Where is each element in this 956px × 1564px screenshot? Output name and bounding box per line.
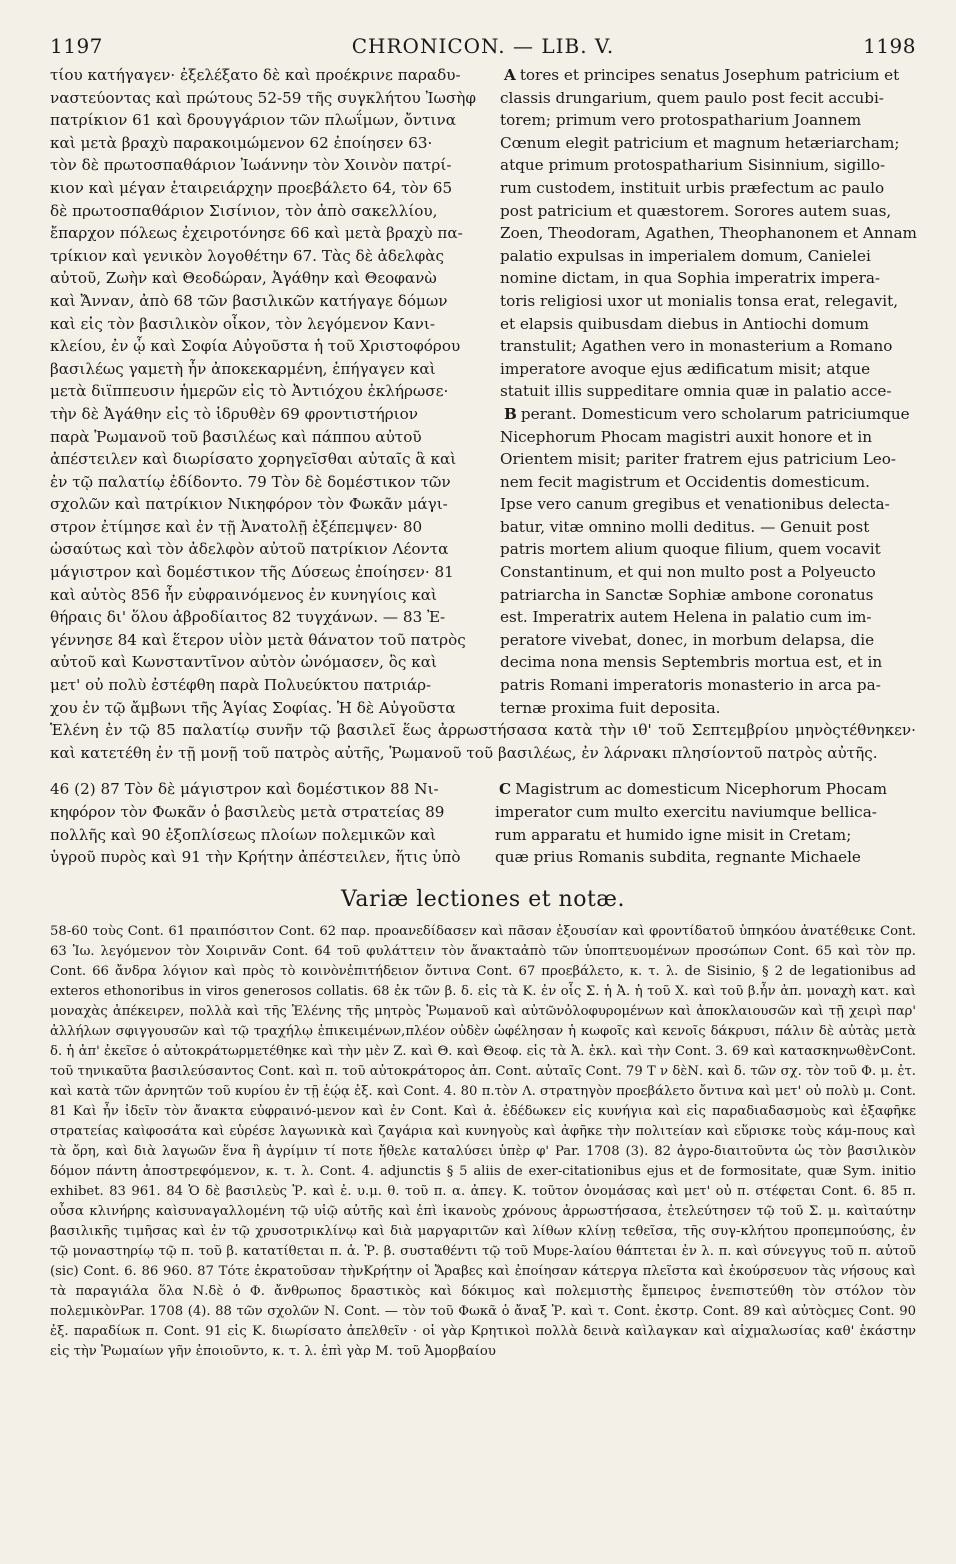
latin-text-line: torem; primum vero protospatharium Joannem <box>500 111 862 130</box>
greek-text-line: καὶ μετὰ βραχὺ παρακοιμώμενον 62 ἐποίησεν 63· <box>50 133 433 152</box>
latin-text-line: Nicephorum Phocam magistri auxit honore et in <box>500 427 873 446</box>
greek-text-line: δὲ πρωτοσπαθάριον Σισίνιον, τὸν ἀπὸ σακελλίου, <box>50 201 438 220</box>
greek-text-line: ὡσαύτως καὶ τὸν ἀδελφὸν αὐτοῦ πατρίκιον Λέοντα <box>50 540 449 559</box>
greek-column-1 <box>50 64 476 719</box>
full-width-line: τέθνηκεν· καὶ κατετέθη ἐν τῇ μονῇ τοῦ πατρὸς αὐτῆς, Ῥωμανοῦ τοῦ βασιλέως, ἐν λάρνακι πλησίον <box>50 721 916 762</box>
full-width-line: Ἑλένη ἐν τῷ 85 παλατίῳ συνῆν τῷ βασιλεῖ ἕως ἀρρωστήσασα κατὰ τὴν ιθ' τοῦ Σεπτεμβρίου μηνὸς <box>50 721 841 740</box>
greek-text-line: ναστεύοντας καὶ πρώτους 52-59 τῆς συγκλήτου Ἰωσὴφ <box>50 88 477 107</box>
margin-marker-a: A <box>504 66 516 84</box>
full-width-greek <box>50 719 916 764</box>
greek-text-line: βασιλέως γαμετὴ ἦν ἀποκεκαρμένη, ἐπήγαγεν καὶ <box>50 359 436 378</box>
greek-text-line: μετ' οὐ πολὺ ἐστέφθη παρὰ Πολυεύκτου πατριάρ- <box>50 676 432 695</box>
note-line: κλήτου προπεμπούσης, ἐν τῷ μοναστηρίῳ τῷ π. τοῦ β. κατατίθεται π. ἀ. Ῥ. β. συσταθέντι τῷ τοῦ Μυρε- <box>50 1223 917 1259</box>
note-line: πλέον οὐδὲν ὠφέλησαν ἡ κωφοῖς καὶ κενοῖς δάκρυσι, πάλιν δὲ αὐτὰς μετὰ δ. ἡ ἀπ' ἐκεῖσε ὁ αὐτοκράτωρ <box>50 1023 917 1059</box>
latin-text-line: patriarcha in Sanctæ Sophiæ ambone coronatus <box>500 585 874 604</box>
greek-text-line: κλείου, ἐν ᾧ καὶ Σοφία Αὐγοῦστα ἡ τοῦ Χριστοφόρου <box>50 337 461 356</box>
notes-section <box>50 922 916 1362</box>
note-line: μ. θ. τοῦ π. α. ἀπεγ. Κ. τοῦτον ὀνομάσας καὶ μετ' οὐ π. στέφεται Cont. 6. 85 π. οὖσα κλινήρης καὶ <box>50 1183 916 1219</box>
block1-columns <box>50 64 916 719</box>
latin-text-line: imperator cum multo exercitu naviumque bellica- <box>495 803 877 821</box>
latin-text-line: quæ prius Romanis subdita, regnante Michaele <box>495 848 861 867</box>
latin-text-line: et elapsis quibusdam diebus in Antiochi domum <box>500 314 869 333</box>
latin-text-line: post patricium et quæstorem. Sorores autem suas, <box>500 201 892 220</box>
greek-text-line: κιον καὶ μέγαν ἑταιρειάρχην προεβάλετο 64, τὸν 65 <box>50 178 453 197</box>
greek-text-line: γέννησε 84 καὶ ἕτερον υἱὸν μετὰ θάνατον τοῦ πατρὸς <box>50 630 466 649</box>
greek-text-line: τίου κατήγαγεν· ἐξελέξατο δὲ καὶ προέκρινε παραδυ- <box>50 66 461 84</box>
latin-text-line: Cœnum elegit patricium et magnum hetæriarcham; <box>500 133 900 152</box>
greek-text-line: θήραις δι' ὅλου ἀβροδίαιτος 82 τυγχάνων. — 83 Ἐ- <box>50 608 446 627</box>
greek-text-line: κηφόρον τὸν Φωκᾶν ὁ βασιλεὺς μετὰ στρατείας 89 <box>50 803 445 821</box>
note-line: Cont. τοῦ τηνικαῦτα βασιλεύσαντος Cont. καὶ π. τοῦ αὐτοκράτορος ἀπ. Cont. αὐταῖς Cont. 79 Τ ν δὲ <box>50 1043 916 1079</box>
latin-text-line: statuit illis suppeditare omnia quæ in palatio acce- <box>500 382 892 401</box>
greek-text-line: αὐτοῦ καὶ Κωνσταντῖνον αὐτὸν ὠνόμασεν, ὃς καὶ <box>50 653 437 672</box>
note-line: λαίου θάπτεται ἐν λ. π. καὶ σύνεγγυς τοῦ π. αὐτοῦ (sic) Cont. 6. 86 960. 87 Τότε ἐκρατοῦσαν τὴν <box>50 1243 916 1279</box>
greek-text-line: καὶ εἰς τὸν βασιλικὸν οἶκον, τὸν λεγόμενον Κανι- <box>50 314 435 333</box>
left-page-number: 1197 <box>50 34 103 58</box>
greek-text-line: τὴν δὲ Ἀγάθην εἰς τὸ ἱδρυθὲν 69 φροντιστήριον <box>50 404 419 423</box>
latin-text-line: Ipse vero canum gregibus et venationibus delecta- <box>500 495 890 514</box>
notes-title: Variæ lectiones et notæ. <box>341 886 625 912</box>
greek-text-line: τὸν δὲ πρωτοσπαθάριον Ἰωάννην τὸν Χοινὸν πατρί- <box>50 156 452 175</box>
greek-text-line: καὶ Ἄνναν, ἀπὸ 68 τῶν βασιλικῶν κατήγαγε δόμων <box>50 291 448 310</box>
right-page-number: 1198 <box>863 34 916 58</box>
note-line: ὀλοφυρομένων καὶ ἀποκλαιουσῶν καὶ τῇ χειρὶ παρ' ἀλλήλων σφιγγουσῶν καὶ τῷ τραχήλῳ ἐπικειμένων, <box>50 1003 916 1039</box>
block2-columns <box>50 778 916 868</box>
running-title: CHRONICON. — LIB. V. <box>351 34 615 58</box>
note-line: ἀπὸ τῶν ὑποπτευομένων προσώπων Cont. 65 καὶ τὸν πρ. Cont. 66 ἄνδρα λόγιον καὶ πρὸς τὸ κοινὸν <box>50 943 916 979</box>
latin-text-line: Zoen, Theodoram, Agathen, Theophanonem et Annam <box>500 224 917 243</box>
greek-column-2 <box>50 778 471 868</box>
note-line: μετέθηκε καὶ τὴν μὲν Ζ. καὶ Θ. καὶ Θεοφ. εἰς τὰ Ἀ. ἐκλ. καὶ τὴν Cont. 3. 69 καὶ κατασκηνωθὲν <box>246 1043 880 1059</box>
greek-text-line: μετὰ διϊππευσιν ἡμερῶν εἰς τὸ Ἀντιόχου ἐκλήρωσε· <box>50 382 449 401</box>
note-line: citationibus ejus et de formositate, quæ Sym. initio exhibet. 83 961. 84 Ὁ δὲ βασιλεὺς Ῥ. καὶ ἐ. υ. <box>50 1163 916 1199</box>
latin-text-line: peratore vivebat, donec, in morbum delapsa, die <box>500 630 875 649</box>
latin-text-line: batur, vitæ omnino molli deditus. — Genuit post <box>500 517 870 536</box>
latin-text-line: ternæ proxima fuit deposita. <box>500 698 721 717</box>
latin-column-2 <box>495 778 916 868</box>
latin-text-line: Orientem misit; pariter fratrem ejus patricium Leo- <box>500 450 897 469</box>
latin-text-line: nem fecit magistrum et Occidentis domesticum. <box>500 472 870 491</box>
note-line: 58-60 τοὺς Cont. 61 πραιπόσιτον Cont. 62 παρ. προανεδίδασεν καὶ πᾶσαν ἐξουσίαν καὶ φροντίδα <box>50 923 712 939</box>
greek-text-line: στρον ἐτίμησε καὶ ἐν τῇ Ἀνατολῇ ἐξέπεμψεν· 80 <box>50 517 423 536</box>
greek-text-line: χου ἐν τῷ ἄμβωνι τῆς Ἁγίας Σοφίας. Ἡ δὲ Αὐγοῦστα <box>50 698 456 717</box>
latin-text-line: patris Romani imperatoris monasterio in arca pa- <box>500 676 881 695</box>
note-line: honoribus in viros generosos collatis. 68 ἐκ τῶν β. δ. εἰς τὰ Κ. ἐν οἷς Σ. ἡ Ἀ. ἡ τοῦ Χ. καὶ τοῦ β. <box>117 983 760 999</box>
note-line: Ν. καὶ δ. τῶν σχ. τὸν τοῦ Φ. μ. ἐτ. καὶ κατὰ τῶν ἀρνητῶν τοῦ κυρίου ἐν τῇ ἑῴᾳ ἐξ. καὶ Cont. 4. 80 π. <box>50 1063 916 1099</box>
note-line: μες Cont. 90 ἐξ. παραδίωκ π. Cont. 91 εἰς Κ. διωρίσατο ἀπελθεῖν · οἱ γὰρ Κρητικοὶ πολλὰ δεινὰ καὶ <box>50 1303 916 1339</box>
latin-text-line: A tores et principes senatus Josephum patricium et <box>504 66 900 84</box>
greek-text-line: ἐν τῷ παλατίῳ ἐδίδοντο. 79 Τὸν δὲ δομέστικον τῶν <box>50 472 451 491</box>
latin-text-line: rum custodem, instituit urbis præfectum ac paulo <box>500 178 885 197</box>
latin-text-line: transtulit; Agathen vero in monasterium a Romano <box>500 337 893 356</box>
latin-text-line: imperatore avoque ejus ædificatum misit; atque <box>500 359 871 378</box>
greek-text-line: πολλῆς καὶ 90 ἐξοπλίσεως πλοίων πολεμικῶν καὶ <box>50 825 436 844</box>
latin-text-line: rum apparatu et humido igne misit in Cretam; <box>495 825 852 844</box>
greek-text-line: καὶ αὐτὸς 856 ἦν εὐφραινόμενος ἐν κυνηγίοις καὶ <box>50 585 438 604</box>
note-line: φοσάτα καὶ εὑρέσε λαγωνικὰ καὶ ζαγάρια καὶ κυνηγοὺς καὶ ἀφῆκε τὴν πολιτείαν καὶ εὕρισκε τοὺς κάμ- <box>145 1123 857 1139</box>
latin-text-line: classis drungarium, quem paulo post fecit accubi- <box>500 88 884 107</box>
note-line: πους καὶ τὰ ὄρη, καὶ διὰ λαγωῶν ἕνα ἢ ἀγρίμιν τί ποτε ἤθελε καταλύσει ὑπὲρ φ' Par. 1708 (3). 82 ἀγρο- <box>50 1123 916 1159</box>
note-line: μενον καὶ ἐν Cont. Καὶ ἀ. ἐδέδωκεν εἰς κυνήγια καὶ εἰς παραδιαδασμοὺς καὶ ἐξαφῆκε στρατείας καὶ <box>50 1103 916 1139</box>
note-line: δὲ ὁ Φ. ἄνθρωπος δραστικὸς καὶ δόκιμος καὶ πολεμιστὴς ἔμπειρος ἐνεπιστεύθη τὸν στόλον τὸν πολεμικὸν <box>50 1283 916 1319</box>
latin-text-line: patris mortem alium quoque filium, quem vocavit <box>500 540 881 559</box>
latin-text-line: palatio expulsas in imperialem domum, Canielei <box>500 246 871 265</box>
greek-text-line: 46 (2) 87 Τὸν δὲ μάγιστρον καὶ δομέστικον 88 Νι- <box>50 780 439 799</box>
latin-text-line: est. Imperatrix autem Helena in palatio cum im- <box>500 608 872 627</box>
greek-text-line: πατρίκιον 61 καὶ δρουγγάριον τῶν πλωΐμων, ὄντινα <box>50 111 456 130</box>
latin-text-line: C Magistrum ac domesticum Nicephorum Phocam <box>499 780 888 799</box>
greek-text-line: ἀπέστειλεν καὶ διωρίσατο χορηγεῖσθαι αὐταῖς ἃ καὶ <box>50 450 457 469</box>
full-width-line: τοῦ πατρὸς αὐτῆς. <box>735 743 878 762</box>
greek-text-line: μάγιστρον καὶ δομέστικον τῆς Δύσεως ἐποίησεν· 81 <box>50 563 454 582</box>
latin-column-1 <box>500 64 917 719</box>
latin-text-line: toris religiosi uxor ut monialis tonsa erat, relegavit, <box>500 291 899 310</box>
note-line: ἦν ἀπ. μοναχὴ κατ. καὶ μοναχὰς ἀπέκειρεν, πολλὰ καὶ τῆς Ἑλένης τῆς μητρὸς Ῥωμανοῦ καὶ αὐτῶν <box>50 983 917 1019</box>
greek-text-line: αὐτοῦ, Ζωὴν καὶ Θεοδώραν, Ἀγάθην καὶ Θεοφανὼ <box>50 269 437 288</box>
greek-text-line: τρίκιον καὶ γενικὸν λογοθέτην 67. Τὰς δὲ ἀδελφὰς <box>50 246 444 265</box>
greek-text-line: σχολῶν καὶ πατρίκιον Νικηφόρον τὸν Φωκᾶν μάγι- <box>50 495 448 514</box>
latin-text-line: atque primum protospatharium Sisinnium, sigillo- <box>500 156 886 175</box>
greek-text-line: παρὰ Ῥωμανοῦ τοῦ βασιλέως καὶ πάππου αὐτοῦ <box>50 427 422 446</box>
latin-text-line: Constantinum, et qui non multo post a Polyeucto <box>500 563 876 582</box>
note-line: τὸν Λ. στρατηγὸν προεβάλετο ὄντινα καὶ μετ' οὐ πολὺ μ. Cont. 81 Καὶ ἦν ἰδεῖν τὸν ἄνακτα εὐφραινό- <box>50 1083 916 1119</box>
running-head <box>50 34 916 64</box>
latin-text-line: nomine dictam, in qua Sophia imperatrix impera- <box>500 269 881 288</box>
note-line: Κρήτην οἱ Ἄραβες καὶ ἐποίησαν κάτεργα πλεῖστα καὶ ἐκούρσευον τὰς νήσους καὶ τὰ παραγιάλα ὅλα Ν. <box>50 1263 917 1299</box>
note-line: Par. 1708 (4). 88 τῶν σχολῶν Ν. Cont. — τὸν τοῦ Φωκᾶ ὁ ἄναξ Ῥ. καὶ τ. Cont. ἐκστρ. Cont. 89 καὶ αὐτὸς <box>119 1303 832 1319</box>
note-line: διαιτοῦντα ὡς τὸν βασιλικὸν δόμον πάντη ἀποστρεφόμενον, κ. τ. λ. Cont. 4. adjunctis § 5 aliis de exer- <box>50 1143 916 1179</box>
margin-marker-b: B <box>504 404 517 423</box>
note-line: λαγκαν καὶ αἰχμαλωσίας καθ' ἑκάστην εἰς τὴν Ῥωμαίων γῆν ἐποιοῦντο, κ. τ. λ. ἐπὶ γὰρ Μ. τοῦ Ἀμορβαίου <box>50 1323 916 1359</box>
latin-text-line: B perant. Domesticum vero scholarum patriciumque <box>504 404 910 423</box>
greek-text-line: ἔπαρχον πόλεως ἐχειροτόνησε 66 καὶ μετὰ βραχὺ πα- <box>50 224 463 243</box>
note-line: ἐπιτήδειον ὄντινα Cont. 67 προεβάλετο, κ. τ. λ. de Sisinio, § 2 de legationibus ad exteros et <box>50 963 916 999</box>
note-line: ταύτην βασιλικῆς τιμῆσας καὶ ἐν τῷ χρυσοτρικλίνῳ καὶ διὰ μαργαριτῶν καὶ λίθων κλίνῃ τεθεῖσα, τῆς συγ- <box>50 1203 916 1239</box>
margin-marker-c: C <box>499 780 512 799</box>
greek-text-line: ὑγροῦ πυρὸς καὶ 91 τὴν Κρήτην ἀπέστειλεν, ἥτις ὑπὸ <box>50 848 461 867</box>
note-line: τοῦ ὑπηκόου ἀνατέθεικε Cont. 63 Ἰω. λεγόμενον τὸν Χοιρινᾶν Cont. 64 τοῦ φυλάττειν τὸν ἄνακτα <box>50 923 916 959</box>
latin-text-line: decima nona mensis Septembris mortua est, et in <box>500 653 883 672</box>
note-line: συναγαλλομένη τῷ υἱῷ αὐτῆς καὶ ἐπὶ ἱκανοὺς χρόνους ἀρρωστήσασα, ἐτελεύτησεν τῷ τοῦ Σ. μ. καὶ <box>178 1203 869 1219</box>
